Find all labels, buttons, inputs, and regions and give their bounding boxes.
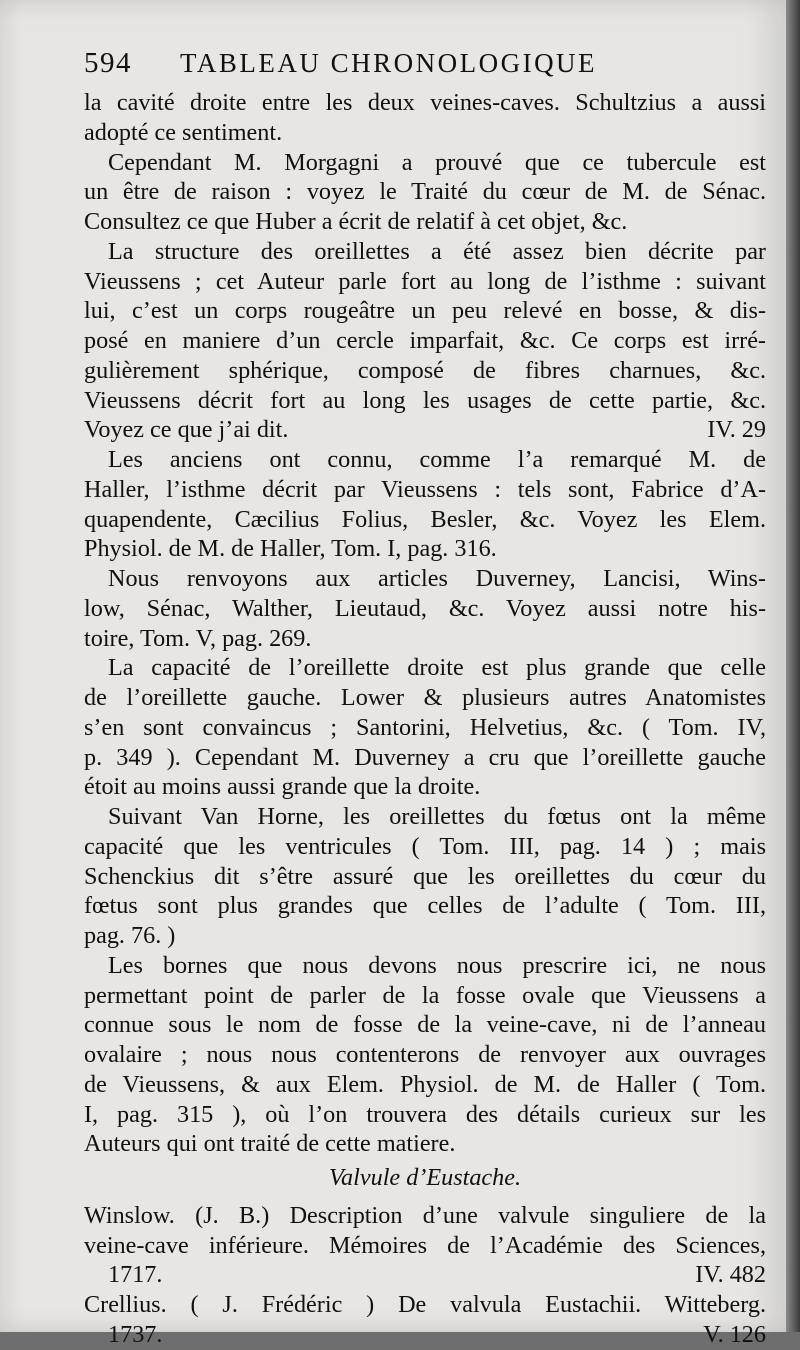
text-line: Les anciens ont connu, comme l’a remarqué M. de [108, 446, 766, 473]
text-line: Auteurs qui ont traité de cette matiere. [84, 1130, 456, 1158]
text-line: I, pag. 315 ), où l’on trouvera des détails curieux sur les [84, 1100, 766, 1128]
text-line: Nous renvoyons aux articles Duverney, Lancisi, Wins- [108, 565, 766, 592]
page-edge-shadow [786, 0, 800, 1332]
section-title: Valvule d’Eustache. [328, 1164, 522, 1191]
text-line: lui, c’est un corps rougeâtre un peu relevé en bosse, & dis- [84, 297, 766, 325]
text-line: Les bornes que nous devons nous prescrire ici, ne nous [108, 951, 766, 979]
text-line: de Vieussens, & aux Elem. Physiol. de M. de Haller ( Tom. [84, 1070, 766, 1098]
text-line: étoit au moins aussi grande que la droite. [84, 773, 481, 801]
text-line: Voyez ce que j’ai dit. [84, 416, 289, 444]
text-line: capacité que les ventricules ( Tom. III, pag. 14 ) ; mais [84, 832, 766, 860]
page-text [84, 38, 766, 1350]
volume-reference: V. 126 [703, 1320, 766, 1348]
text-line: p. 349 ). Cependant M. Duverney a cru que l’oreillette gauche [84, 743, 766, 771]
text-line: un être de raison : voyez le Traité du cœur de M. de Sénac. [84, 178, 766, 206]
page-header [84, 38, 766, 88]
bibliography-entry-line: veine-cave inférieure. Mémoires de l’Académie des Sciences, [84, 1231, 766, 1259]
text-line: La structure des oreillettes a été assez bien décrite par [108, 237, 766, 265]
entry-year: 1717. [108, 1261, 163, 1289]
volume-reference: IV. 29 [707, 416, 766, 444]
running-title: TABLEAU CHRONOLOGIQUE [180, 48, 598, 78]
text-line: Suivant Van Horne, les oreillettes du fœtus ont la même [108, 803, 766, 830]
text-line: pag. 76. ) [84, 922, 176, 949]
text-line: Vieussens décrit fort au long les usages de cette partie, &c. [84, 386, 766, 414]
text-line: posé en maniere d’un cercle imparfait, &c. Ce corps est irré- [84, 327, 766, 354]
text-line: adopté ce sentiment. [84, 118, 283, 146]
text-line: permettant point de parler de la fosse ovale que Vieussens a [84, 981, 766, 1009]
text-line: fœtus sont plus grandes que celles de l’adulte ( Tom. III, [84, 892, 766, 920]
text-line: La capacité de l’oreillette droite est plus grande que celle [108, 654, 766, 682]
text-line-with-ref [84, 415, 766, 445]
text-line: Physiol. de M. de Haller, Tom. I, pag. 316. [84, 535, 497, 563]
bibliography-entry-year-line [84, 1320, 766, 1350]
text-line: de l’oreillette gauche. Lower & plusieurs autres Anatomistes [84, 684, 766, 711]
bibliography-entry-line: Winslow. (J. B.) Description d’une valvule singuliere de la [84, 1201, 766, 1229]
text-line: low, Sénac, Walther, Lieutaud, &c. Voyez aussi notre his- [84, 594, 766, 622]
text-line: Schenckius dit s’être assuré que les oreillettes du cœur du [84, 862, 766, 890]
entry-year: 1737. [108, 1320, 163, 1348]
bibliography-entry-line: Crellius. ( J. Frédéric ) De valvula Eustachii. Witteberg. [84, 1291, 766, 1318]
text-line: connue sous le nom de fosse de la veine-cave, ni de l’anneau [84, 1011, 766, 1039]
text-line: ovalaire ; nous nous contenterons de renvoyer aux ouvrages [84, 1041, 766, 1068]
text-line: toire, Tom. V, pag. 269. [84, 624, 312, 652]
bibliography-entry-year-line [84, 1260, 766, 1290]
text-line: Haller, l’isthme décrit par Vieussens : tels sont, Fabrice d’A- [84, 475, 766, 503]
text-line: s’en sont convaincus ; Santorini, Helvetius, &c. ( Tom. IV, [84, 713, 766, 741]
text-line: quapendente, Cæcilius Folius, Besler, &c. Voyez les Elem. [84, 505, 766, 533]
text-line: Vieussens ; cet Auteur parle fort au long de l’isthme : suivant [84, 267, 766, 295]
page-number: 594 [84, 47, 132, 79]
text-line: Cependant M. Morgagni a prouvé que ce tubercule est [108, 148, 766, 176]
text-line: gulièrement sphérique, composé de fibres charnues, &c. [84, 356, 766, 384]
text-line: Consultez ce que Huber a écrit de relatif à cet objet, &c. [84, 208, 628, 235]
text-line: la cavité droite entre les deux veines-caves. Schultzius a aussi [84, 89, 766, 116]
volume-reference: IV. 482 [695, 1261, 766, 1289]
